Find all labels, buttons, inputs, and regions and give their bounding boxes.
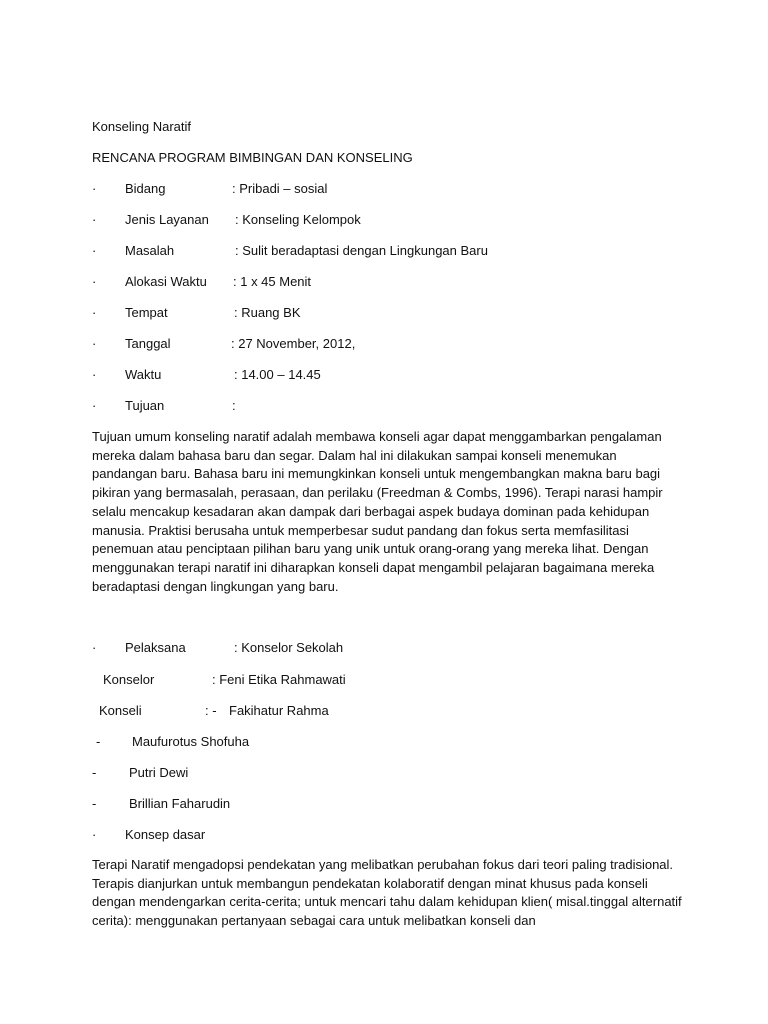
konsep-paragraph: Terapi Naratif mengadopsi pendekatan yang melibatkan perubahan fokus dari teori paling tradisional. Terapis dianjurkan untuk membangun pendekatan kolaboratif dengan minat khusus pada konseli dengan mendengarkan cerita-cerita; untuk mencari tahu dalam kehidupan klien( misal.tinggal alternatif cerita): menggunakan pertanyaan sebagai cara untuk melibatkan konseli dan xyxy=(92,857,682,929)
item-value: : Konselor Sekolah xyxy=(234,640,344,655)
doc-title: Konseling Naratif xyxy=(92,119,191,134)
bullet: · xyxy=(92,367,97,382)
konseli-colon: : - xyxy=(205,703,217,718)
item-value: : Pribadi – sosial xyxy=(232,181,328,196)
item-label: Waktu xyxy=(125,367,162,382)
item-label: Alokasi Waktu xyxy=(125,274,207,289)
item-label: Bidang xyxy=(125,181,166,196)
bullet: · xyxy=(92,305,97,320)
item-value: : 14.00 – 14.45 xyxy=(234,367,321,382)
konselor-value: : Feni Etika Rahmawati xyxy=(212,672,346,687)
konseli-label: Konseli xyxy=(99,703,142,718)
bullet: · xyxy=(92,243,97,258)
dash: - xyxy=(92,765,97,780)
item-value: : xyxy=(232,398,236,413)
bullet: · xyxy=(92,181,97,196)
item-value: : Konseling Kelompok xyxy=(235,212,361,227)
item-value: : Sulit beradaptasi dengan Lingkungan Baru xyxy=(235,243,488,258)
konselor-label: Konselor xyxy=(103,672,155,687)
item-label: Tempat xyxy=(125,305,168,320)
item-value: : Ruang BK xyxy=(234,305,301,320)
konsep-label: Konsep dasar xyxy=(125,827,206,842)
bullet: · xyxy=(92,212,97,227)
item-label: Pelaksana xyxy=(125,640,186,655)
item-label: Jenis Layanan xyxy=(125,212,209,227)
item-value: : 27 November, 2012, xyxy=(231,336,356,351)
bullet: · xyxy=(92,827,97,842)
bullet: · xyxy=(92,398,97,413)
konseli-member: Putri Dewi xyxy=(129,765,189,780)
doc-subtitle: RENCANA PROGRAM BIMBINGAN DAN KONSELING xyxy=(92,150,413,165)
item-label: Tujuan xyxy=(125,398,165,413)
bullet: · xyxy=(92,274,97,289)
konseli-member: Brillian Faharudin xyxy=(129,796,231,811)
bullet: · xyxy=(92,336,97,351)
tujuan-paragraph: Tujuan umum konseling naratif adalah membawa konseli agar dapat menggambarkan pengalaman mereka dalam bahasa baru dan segar. Dalam hal ini dilakukan sampai konseli menemukan pandangan baru. Bahasa baru ini memungkinkan konseli untuk mengembangkan makna baru bagi pikiran yang bermasalah, perasaan, dan perilaku (Freedman & Combs, 1996). Terapi narasi hampir selalu mencakup kesadaran akan dampak dari berbagai aspek budaya dominan pada kehidupan manusia. Praktisi berusaha untuk memperbesar sudut pandang dan fokus serta memfasilitasi penemuan atau penciptaan pilihan baru yang unik untuk orang-orang yang mereka lihat. Dengan menggunakan terapi naratif ini diharapkan konseli dapat mengambil pelajaran bagaimana mereka beradaptasi dengan lingkungan yang baru. xyxy=(92,429,663,594)
item-value: : 1 x 45 Menit xyxy=(233,274,312,289)
dash: - xyxy=(96,734,101,749)
bullet: · xyxy=(92,640,97,655)
item-label: Masalah xyxy=(125,243,175,258)
dash: - xyxy=(92,796,97,811)
konseli-member: Maufurotus Shofuha xyxy=(132,734,250,749)
item-label: Tanggal xyxy=(125,336,171,351)
konseli-member: Fakihatur Rahma xyxy=(229,703,329,718)
